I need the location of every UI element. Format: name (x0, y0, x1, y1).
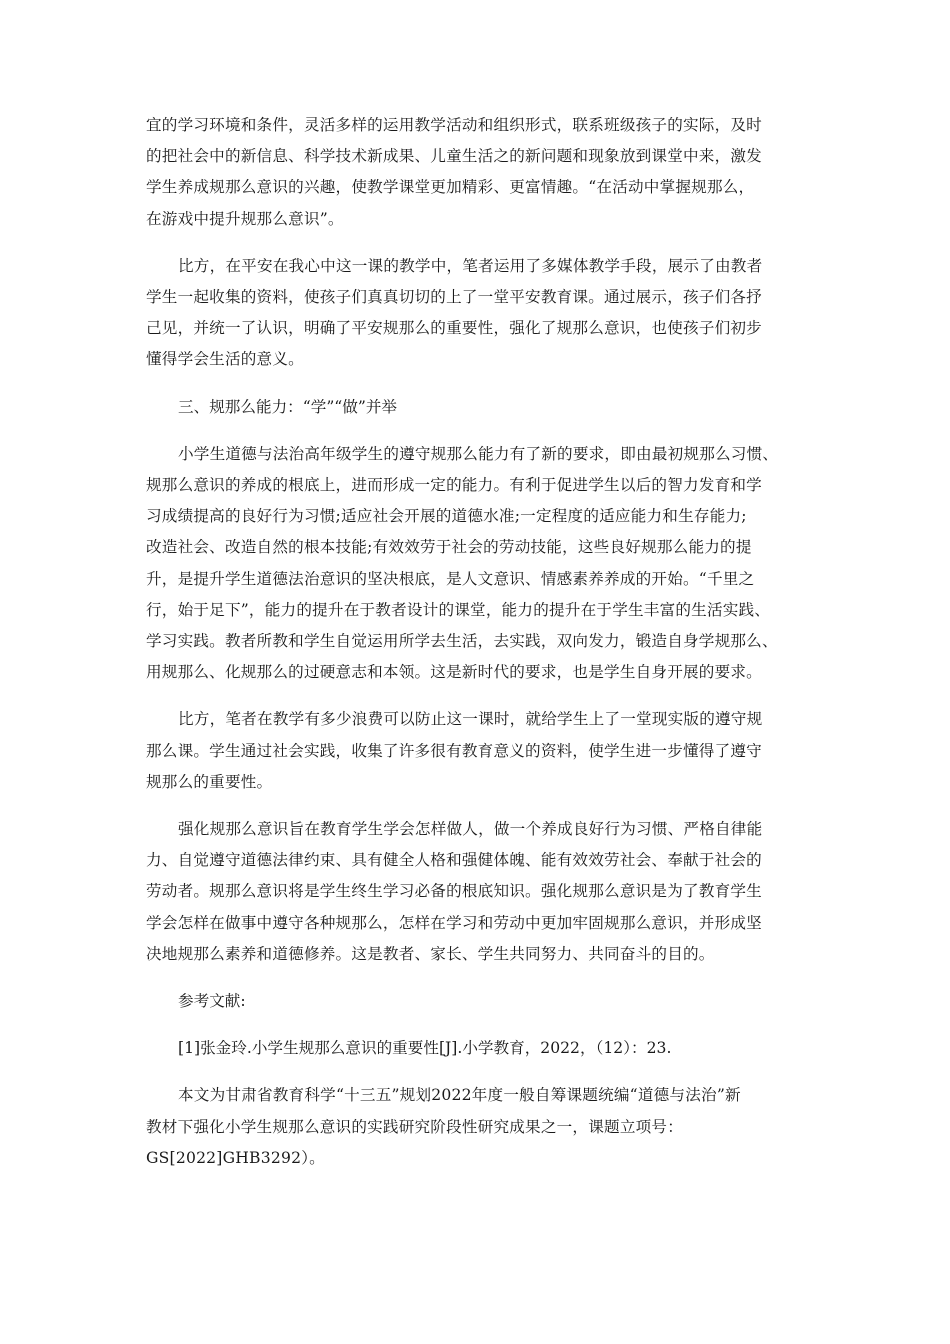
paragraph-line: 那么课。学生通过社会实践，收集了许多很有教育意义的资料，使学生进一步懂得了遵守 (146, 741, 762, 760)
paragraph-line: 学生一起收集的资料，使孩子们真真切切的上了一堂平安教育课。通过展示，孩子们各抒 (146, 288, 762, 307)
paragraph-2 (146, 251, 806, 376)
paragraph-line: 劳动者。规那么意识将是学生终生学习必备的根底知识。强化规那么意识是为了教育学生 (146, 882, 762, 901)
paragraph-line: 在游戏中提升规那么意识”。 (146, 209, 344, 228)
paragraph-line: 学习实践。教者所教和学生自觉运用所学去生活，去实践，双向发力，锻造自身学规那么、 (146, 632, 778, 651)
paragraph-line: 强化规那么意识旨在教育学生学会怎样做人，做一个养成良好行为习惯、严格自律能 (178, 820, 763, 839)
paragraph-line: 学生养成规那么意识的兴趣，使教学课堂更加精彩、更富情趣。“在活动中掌握规那么， (146, 178, 755, 197)
references-heading: 参考文献: (178, 992, 246, 1011)
paragraph-line: 的把社会中的新信息、科学技术新成果、儿童生活之的新问题和现象放到课堂中来，激发 (146, 147, 762, 166)
paragraph-line: 比方，在平安在我心中这一课的教学中，笔者运用了多媒体教学手段，展示了由教者 (178, 256, 763, 275)
paragraph-line: 升，是提升学生道德法治意识的坚决根底，是人文意识、情感素养养成的开始。“千里之 (146, 569, 755, 588)
paragraph-line: 己见，并统一了认识，明确了平安规那么的重要性，强化了规那么意识，也使孩子们初步 (146, 319, 762, 338)
paragraph-line: 比方，笔者在教学有多少浪费可以防止这一课时，就给学生上了一堂现实版的遵守规 (178, 710, 763, 729)
paragraph-line: 用规那么、化规那么的过硬意志和本领。这是新时代的要求，也是学生自身开展的要求。 (146, 663, 762, 682)
paragraph-4 (146, 704, 806, 798)
paragraph-line: 决地规那么素养和道德修养。这是教者、家长、学生共同努力、共同奋斗的目的。 (146, 944, 715, 963)
funding-note (146, 1080, 806, 1174)
paragraph-line: 改造社会、改造自然的根本技能;有效效劳于社会的劳动技能，这些良好规那么能力的提 (146, 538, 752, 557)
paragraph-3 (146, 439, 806, 689)
paragraph-line: GS[2022]GHB3292）。 (146, 1148, 325, 1167)
paragraph-line: 习成绩提高的良好行为习惯;适应社会开展的道德水准;一定程度的适应能力和生存能力; (146, 507, 747, 526)
paragraph-line: 教材下强化小学生规那么意识的实践研究阶段性研究成果之一，课题立项号： (146, 1117, 683, 1136)
document-page (146, 110, 806, 1190)
paragraph-line: 规那么的重要性。 (146, 772, 273, 791)
paragraph-1 (146, 110, 806, 235)
paragraph-line: 本文为甘肃省教育科学“十三五”规划2022年度一般自筹课题统编“道德与法治”新 (178, 1086, 741, 1105)
paragraph-line: 行，始于足下”，能力的提升在于教者设计的课堂，能力的提升在于学生丰富的生活实践、 (146, 600, 771, 619)
paragraph-line: 学会怎样在做事中遵守各种规那么，怎样在学习和劳动中更加牢固规那么意识，并形成坚 (146, 913, 762, 932)
paragraph-line: 规那么意识的养成的根底上，进而形成一定的能力。有利于促进学生以后的智力发育和学 (146, 476, 762, 495)
paragraph-5 (146, 814, 806, 970)
section-heading: 三、规那么能力：“学”“做”并举 (178, 397, 398, 416)
paragraph-line: 懂得学会生活的意义。 (146, 350, 304, 369)
paragraph-line: 力、自觉遵守道德法律约束、具有健全人格和强健体魄、能有效效劳社会、奉献于社会的 (146, 851, 762, 870)
paragraph-line: 小学生道德与法治高年级学生的遵守规那么能力有了新的要求，即由最初规那么习惯、 (178, 444, 779, 463)
reference-item: [1]张金玲.小学生规那么意识的重要性[J].小学教育，2022，（12）：23. (178, 1039, 672, 1058)
paragraph-line: 宜的学习环境和条件，灵活多样的运用教学活动和组织形式，联系班级孩子的实际，及时 (146, 116, 762, 134)
